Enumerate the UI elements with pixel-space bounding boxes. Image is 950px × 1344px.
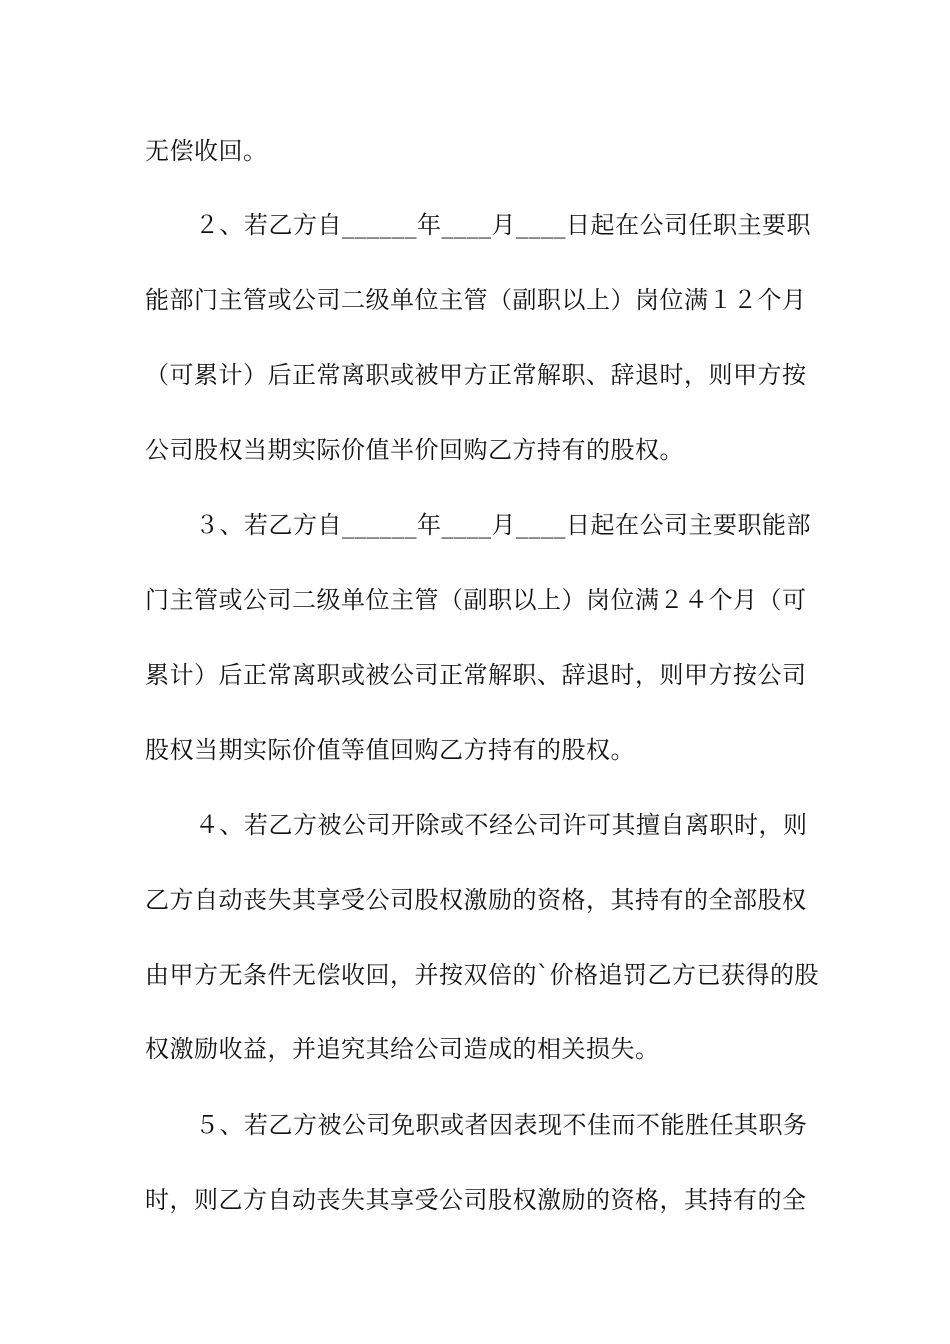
text-line: ２、若乙方自______年____月____日起在公司任职主要职 xyxy=(195,211,811,239)
text-line: 由甲方无条件无偿收回，并按双倍的`价格追罚乙方已获得的股 xyxy=(145,961,819,989)
text-line: 公司股权当期实际价值半价回购乙方持有的股权。 xyxy=(145,436,684,464)
text-line: ４、若乙方被公司开除或不经公司许可其擅自离职时，则 xyxy=(195,811,808,839)
text-line: 累计）后正常离职或被公司正常解职、辞退时，则甲方按公司 xyxy=(145,661,807,689)
text-line: （可累计）后正常离职或被甲方正常解职、辞退时，则甲方按 xyxy=(145,361,807,389)
text-line: ３、若乙方自______年____月____日起在公司主要职能部 xyxy=(195,511,811,539)
text-line: 时，则乙方自动丧失其享受公司股权激励的资格，其持有的全 xyxy=(145,1186,807,1214)
text-line: 权激励收益，并追究其给公司造成的相关损失。 xyxy=(145,1035,660,1063)
text-line: ５、若乙方被公司免职或者因表现不佳而不能胜任其职务 xyxy=(195,1111,808,1139)
text-line: 能部门主管或公司二级单位主管（副职以上）岗位满１２个月 xyxy=(145,286,807,314)
text-line: 无偿收回。 xyxy=(145,137,268,165)
text-line: 乙方自动丧失其享受公司股权激励的资格，其持有的全部股权 xyxy=(145,886,807,914)
text-line: 门主管或公司二级单位主管（副职以上）岗位满２４个月（可 xyxy=(145,586,807,614)
text-line: 股权当期实际价值等值回购乙方持有的股权。 xyxy=(145,736,635,764)
